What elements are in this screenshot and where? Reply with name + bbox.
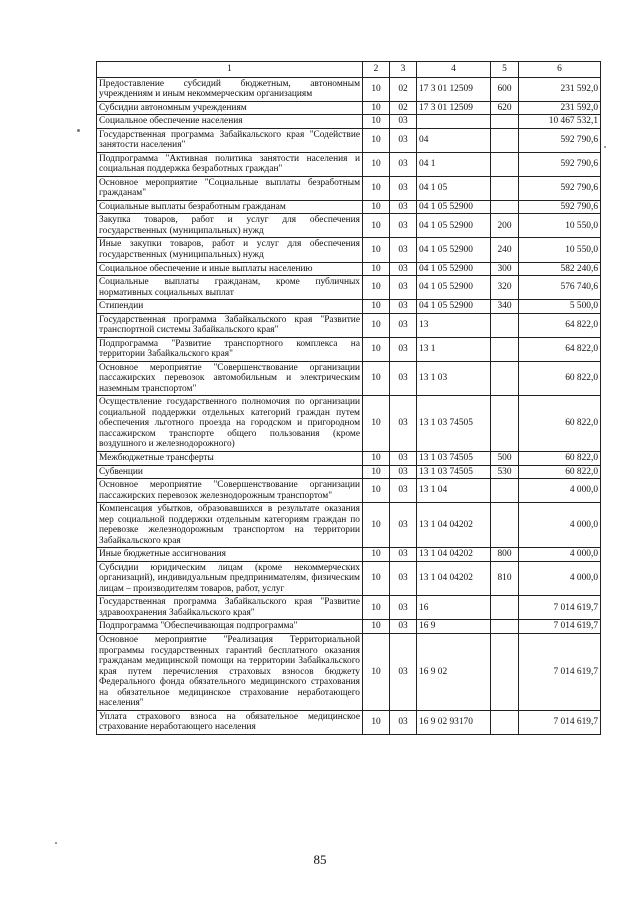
row-name-cell: Государственная программа Забайкальского края "Содействие занятости населения" (97, 128, 363, 152)
row-expense-type-cell: 620 (491, 101, 519, 115)
row-expense-type-cell: 500 (491, 452, 519, 466)
row-subsection-cell: 03 (390, 503, 417, 548)
row-section-cell: 10 (363, 396, 390, 452)
row-name-cell: Государственная программа Забайкальского края "Развитие здравоохранения Забайкальского края" (97, 596, 363, 620)
row-amount-cell: 64 822,0 (519, 337, 601, 361)
row-subsection-cell: 03 (390, 361, 417, 396)
table-row (97, 276, 601, 300)
row-section-cell: 10 (363, 262, 390, 276)
row-subsection-cell: 03 (390, 276, 417, 300)
row-section-cell: 10 (363, 152, 390, 176)
row-amount-cell: 4 000,0 (519, 479, 601, 503)
row-expense-type-cell: 320 (491, 276, 519, 300)
table-row (97, 465, 601, 479)
row-subsection-cell: 02 (390, 77, 417, 101)
row-subsection-cell: 03 (390, 465, 417, 479)
row-name-cell: Осуществление государственного полномочия по организации социальной поддержки отдельных категорий граждан путем обеспечения льготного проезда на городском и пригородном пассажирском транспорте общего пользования (кроме воздушного и железнодорожного) (97, 396, 363, 452)
row-subsection-cell: 03 (390, 620, 417, 634)
table-row (97, 77, 601, 101)
row-amount-cell: 7 014 619,7 (519, 710, 601, 734)
header-col-2: 2 (363, 62, 390, 78)
row-target-article-cell: 16 9 (417, 620, 491, 634)
row-section-cell: 10 (363, 465, 390, 479)
row-amount-cell: 231 592,0 (519, 77, 601, 101)
row-section-cell: 10 (363, 214, 390, 238)
row-section-cell: 10 (363, 361, 390, 396)
row-target-article-cell: 04 1 05 52900 (417, 214, 491, 238)
row-section-cell: 10 (363, 620, 390, 634)
page-number: 85 (313, 852, 327, 867)
table-row (97, 710, 601, 734)
row-name-cell: Стипендии (97, 300, 363, 314)
row-section-cell: 10 (363, 128, 390, 152)
table-row (97, 200, 601, 214)
row-expense-type-cell (491, 313, 519, 337)
row-amount-cell: 582 240,6 (519, 262, 601, 276)
row-target-article-cell: 13 1 04 04202 (417, 503, 491, 548)
row-target-article-cell: 04 1 05 52900 (417, 262, 491, 276)
row-expense-type-cell (491, 115, 519, 129)
row-expense-type-cell (491, 479, 519, 503)
table-row (97, 313, 601, 337)
row-target-article-cell: 16 9 02 93170 (417, 710, 491, 734)
budget-table (96, 61, 601, 735)
row-expense-type-cell (491, 176, 519, 200)
row-subsection-cell: 03 (390, 548, 417, 562)
row-name-cell: Подпрограмма "Развитие транспортного комплекса на территории Забайкальского края" (97, 337, 363, 361)
row-expense-type-cell: 600 (491, 77, 519, 101)
row-name-cell: Основное мероприятие "Реализация Территориальной программы государственных гарантий бесплатного оказания гражданам медицинской помощи на территории Забайкальского края путем перечисления страховых взносов бюджету Федерального фонда обязательного медицинского страхования на обязательное медицинское страхование неработающего населения" (97, 633, 363, 710)
row-amount-cell: 10 467 532,1 (519, 115, 601, 129)
row-amount-cell: 60 822,0 (519, 396, 601, 452)
row-section-cell: 10 (363, 313, 390, 337)
row-expense-type-cell (491, 396, 519, 452)
row-name-cell: Субвенции (97, 465, 363, 479)
table-row (97, 152, 601, 176)
row-amount-cell: 4 000,0 (519, 503, 601, 548)
row-name-cell: Субсидии юридическим лицам (кроме некоммерческих организаций), индивидуальным предпринимателям, физическим лицам – производителям товаров, работ, услуг (97, 561, 363, 596)
header-col-5: 5 (491, 62, 519, 78)
scan-speck (604, 146, 606, 148)
row-target-article-cell: 04 1 (417, 152, 491, 176)
row-subsection-cell: 03 (390, 561, 417, 596)
row-section-cell: 10 (363, 548, 390, 562)
row-subsection-cell: 03 (390, 300, 417, 314)
row-target-article-cell (417, 115, 491, 129)
row-subsection-cell: 03 (390, 176, 417, 200)
table-row (97, 115, 601, 129)
table-row (97, 479, 601, 503)
row-name-cell: Подпрограмма "Активная политика занятости населения и социальная поддержка безработных граждан" (97, 152, 363, 176)
row-section-cell: 10 (363, 596, 390, 620)
table-header-row (97, 62, 601, 78)
row-target-article-cell: 04 1 05 (417, 176, 491, 200)
row-name-cell: Основное мероприятие "Совершенствование организации пассажирских перевозок автомобильным и электрическим наземным транспортом" (97, 361, 363, 396)
row-name-cell: Компенсация убытков, образовавшихся в результате оказания мер социальной поддержки отдельным категориям граждан по перевозке железнодорожным транспортом на территории Забайкальского края (97, 503, 363, 548)
row-amount-cell: 592 790,6 (519, 128, 601, 152)
row-name-cell: Основное мероприятие "Социальные выплаты безработным гражданам" (97, 176, 363, 200)
row-subsection-cell: 03 (390, 262, 417, 276)
row-subsection-cell: 03 (390, 596, 417, 620)
row-amount-cell: 7 014 619,7 (519, 596, 601, 620)
row-section-cell: 10 (363, 633, 390, 710)
row-name-cell: Социальное обеспечение населения (97, 115, 363, 129)
row-name-cell: Иные закупки товаров, работ и услуг для обеспечения государственных (муниципальных) нужд (97, 238, 363, 262)
row-expense-type-cell (491, 710, 519, 734)
row-subsection-cell: 03 (390, 337, 417, 361)
row-section-cell: 10 (363, 176, 390, 200)
row-amount-cell: 592 790,6 (519, 176, 601, 200)
row-expense-type-cell: 340 (491, 300, 519, 314)
row-name-cell: Межбюджетные трансферты (97, 452, 363, 466)
table-row (97, 214, 601, 238)
row-section-cell: 10 (363, 200, 390, 214)
table-row (97, 262, 601, 276)
row-name-cell: Социальные выплаты гражданам, кроме публичных нормативных социальных выплат (97, 276, 363, 300)
row-target-article-cell: 04 1 05 52900 (417, 238, 491, 262)
row-name-cell: Иные бюджетные ассигнования (97, 548, 363, 562)
row-expense-type-cell (491, 620, 519, 634)
row-amount-cell: 4 000,0 (519, 561, 601, 596)
row-target-article-cell: 13 (417, 313, 491, 337)
row-section-cell: 10 (363, 503, 390, 548)
row-amount-cell: 4 000,0 (519, 548, 601, 562)
table-row (97, 620, 601, 634)
row-target-article-cell: 04 (417, 128, 491, 152)
row-expense-type-cell (491, 503, 519, 548)
table-row (97, 176, 601, 200)
row-subsection-cell: 03 (390, 152, 417, 176)
table-row (97, 548, 601, 562)
row-section-cell: 10 (363, 77, 390, 101)
row-amount-cell: 7 014 619,7 (519, 620, 601, 634)
table-row (97, 238, 601, 262)
row-subsection-cell: 03 (390, 479, 417, 503)
row-amount-cell: 592 790,6 (519, 152, 601, 176)
row-amount-cell: 64 822,0 (519, 313, 601, 337)
row-name-cell: Уплата страхового взноса на обязательное медицинское страхование неработающего населения (97, 710, 363, 734)
row-expense-type-cell: 800 (491, 548, 519, 562)
row-target-article-cell: 13 1 03 (417, 361, 491, 396)
row-target-article-cell: 13 1 03 74505 (417, 452, 491, 466)
row-target-article-cell: 04 1 05 52900 (417, 276, 491, 300)
table-row (97, 300, 601, 314)
row-expense-type-cell: 200 (491, 214, 519, 238)
table-row (97, 503, 601, 548)
row-target-article-cell: 13 1 04 04202 (417, 561, 491, 596)
row-amount-cell: 60 822,0 (519, 361, 601, 396)
row-amount-cell: 576 740,6 (519, 276, 601, 300)
row-section-cell: 10 (363, 710, 390, 734)
row-subsection-cell: 03 (390, 115, 417, 129)
row-name-cell: Субсидии автономным учреждениям (97, 101, 363, 115)
row-target-article-cell: 04 1 05 52900 (417, 200, 491, 214)
row-target-article-cell: 13 1 (417, 337, 491, 361)
row-name-cell: Закупка товаров, работ и услуг для обеспечения государственных (муниципальных) нужд (97, 214, 363, 238)
row-section-cell: 10 (363, 101, 390, 115)
row-target-article-cell: 17 3 01 12509 (417, 101, 491, 115)
row-name-cell: Подпрограмма "Обеспечивающая подпрограмма" (97, 620, 363, 634)
table-row (97, 561, 601, 596)
row-subsection-cell: 02 (390, 101, 417, 115)
row-amount-cell: 231 592,0 (519, 101, 601, 115)
row-name-cell: Социальные выплаты безработным гражданам (97, 200, 363, 214)
table-row (97, 101, 601, 115)
scan-speck (77, 129, 80, 132)
row-amount-cell: 7 014 619,7 (519, 633, 601, 710)
row-name-cell: Социальное обеспечение и иные выплаты населению (97, 262, 363, 276)
row-subsection-cell: 03 (390, 710, 417, 734)
row-name-cell: Государственная программа Забайкальского края "Развитие транспортной системы Забайкальского края" (97, 313, 363, 337)
table-row (97, 396, 601, 452)
row-amount-cell: 10 550,0 (519, 238, 601, 262)
row-amount-cell: 60 822,0 (519, 452, 601, 466)
row-expense-type-cell: 240 (491, 238, 519, 262)
table-row (97, 128, 601, 152)
table-row (97, 361, 601, 396)
row-subsection-cell: 03 (390, 633, 417, 710)
row-expense-type-cell (491, 596, 519, 620)
row-subsection-cell: 03 (390, 238, 417, 262)
row-amount-cell: 60 822,0 (519, 465, 601, 479)
row-expense-type-cell (491, 633, 519, 710)
row-section-cell: 10 (363, 452, 390, 466)
row-section-cell: 10 (363, 479, 390, 503)
row-target-article-cell: 13 1 03 74505 (417, 465, 491, 479)
header-col-1: 1 (97, 62, 363, 78)
row-section-cell: 10 (363, 561, 390, 596)
table-row (97, 633, 601, 710)
table-row (97, 596, 601, 620)
row-section-cell: 10 (363, 115, 390, 129)
row-target-article-cell: 13 1 03 74505 (417, 396, 491, 452)
row-name-cell: Основное мероприятие "Совершенствование организации пассажирских перевозок железнодорожным транспортом" (97, 479, 363, 503)
row-section-cell: 10 (363, 300, 390, 314)
row-target-article-cell: 13 1 04 04202 (417, 548, 491, 562)
row-subsection-cell: 03 (390, 313, 417, 337)
header-col-3: 3 (390, 62, 417, 78)
row-subsection-cell: 03 (390, 128, 417, 152)
row-expense-type-cell (491, 361, 519, 396)
row-amount-cell: 5 500,0 (519, 300, 601, 314)
table-row (97, 452, 601, 466)
row-expense-type-cell (491, 200, 519, 214)
row-target-article-cell: 16 (417, 596, 491, 620)
row-amount-cell: 592 790,6 (519, 200, 601, 214)
header-col-6: 6 (519, 62, 601, 78)
row-subsection-cell: 03 (390, 396, 417, 452)
row-target-article-cell: 04 1 05 52900 (417, 300, 491, 314)
scan-speck (55, 842, 57, 844)
row-subsection-cell: 03 (390, 452, 417, 466)
row-section-cell: 10 (363, 238, 390, 262)
table-row (97, 337, 601, 361)
row-section-cell: 10 (363, 276, 390, 300)
row-amount-cell: 10 550,0 (519, 214, 601, 238)
row-name-cell: Предоставление субсидий бюджетным, автономным учреждениям и иным некоммерческим организациям (97, 77, 363, 101)
row-expense-type-cell: 810 (491, 561, 519, 596)
row-subsection-cell: 03 (390, 214, 417, 238)
row-expense-type-cell: 530 (491, 465, 519, 479)
row-target-article-cell: 16 9 02 (417, 633, 491, 710)
row-expense-type-cell (491, 128, 519, 152)
row-expense-type-cell (491, 337, 519, 361)
row-subsection-cell: 03 (390, 200, 417, 214)
header-col-4: 4 (417, 62, 491, 78)
row-expense-type-cell (491, 152, 519, 176)
row-target-article-cell: 17 3 01 12509 (417, 77, 491, 101)
row-target-article-cell: 13 1 04 (417, 479, 491, 503)
row-expense-type-cell: 300 (491, 262, 519, 276)
row-section-cell: 10 (363, 337, 390, 361)
